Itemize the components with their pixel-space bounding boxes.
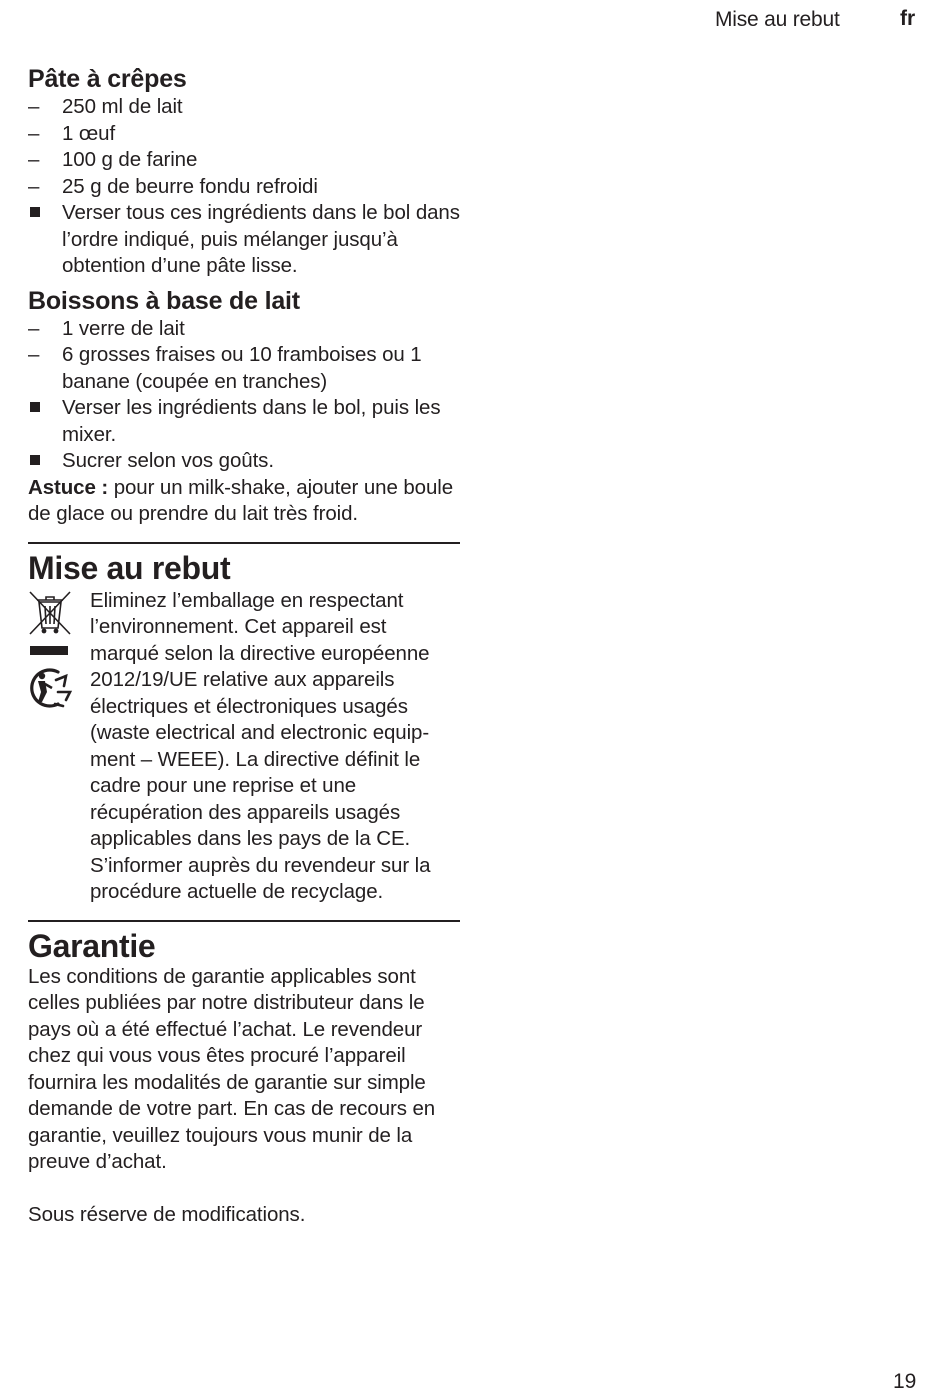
disposal-text: Eliminez l’emballage en respectant l’environnement. Cet appareil est marqué selon la directive européenne 2012/19/UE relative aux appareils électriques et électroniques usagés (waste electrical and electronic equip-ment – WEEE). La directive définit le cadre pour une reprise et une récupération des appareils usagés applicables dans les pays de la CE. S’informer auprès du revendeur sur la procédure actuelle de recyclage. [90,588,431,903]
dash-bullet: – [28,343,40,366]
list-item: – 1 verre de lait [28,316,460,343]
list-item: – 1 œuf [28,121,460,148]
milk-list [28,316,460,475]
square-bullet-icon [28,448,52,475]
dash-bullet: – [28,174,40,198]
disposal-title: Mise au rebut [28,549,231,586]
dash-bullet: – [28,148,40,171]
warranty-title: Garantie [28,927,156,964]
crepes-list [28,94,460,280]
milk-drinks-title: Boissons à base de lait [28,286,300,315]
list-item: Verser les ingrédients dans le bol, puis les mixer. [28,395,460,448]
square-bullet-icon [28,200,52,227]
list-item: – 25 g de beurre fondu refroidi [28,174,460,201]
page-number: 19 [893,1370,917,1393]
list-item: – 250 ml de lait [28,94,460,121]
list-item: Sucrer selon vos goûts. [28,448,460,475]
list-item: Verser tous ces ingrédients dans le bol dans l’ordre indiqué, puis mélanger jusqu’à obtention d’une pâte lisse. [28,200,460,280]
list-item: – 6 grosses fraises ou 10 framboises ou 1 banane (coupée en tranches) [28,343,422,393]
warranty-text: Les conditions de garantie applicables sont celles publiées par notre distributeur dans le pays où a été effectué l’achat. Le revendeur chez qui vous vous êtes procuré l’appareil fournira les modalités de garantie sur simple demande de votre part. En cas de recours en garantie, veuillez toujours vous munir de la preuve d’achat. [28,964,436,1173]
tip-label: Astuce : [28,475,109,499]
crossed-out-bin-icon [28,590,72,636]
running-header-section: Mise au rebut [715,8,840,31]
dash-bullet: – [28,316,40,340]
section-divider [28,920,460,922]
section-divider [28,542,460,544]
crepes-title: Pâte à crêpes [28,65,187,93]
language-code: fr [900,7,916,30]
disposal-section [28,588,460,906]
dash-bullet: – [28,121,40,145]
tip-text: pour un milk-shake, ajouter une boule de glace ou prendre du lait très froid. [28,475,454,525]
square-bullet-icon [28,395,52,422]
dash-bullet: – [28,95,40,118]
list-item: – 100 g de farine [28,147,460,174]
weee-bar-icon [30,646,68,655]
triman-recycling-icon [28,666,74,710]
tip-paragraph [28,475,460,528]
modifications-note: Sous réserve de modifications. [28,1203,306,1226]
main-column [28,64,460,1229]
